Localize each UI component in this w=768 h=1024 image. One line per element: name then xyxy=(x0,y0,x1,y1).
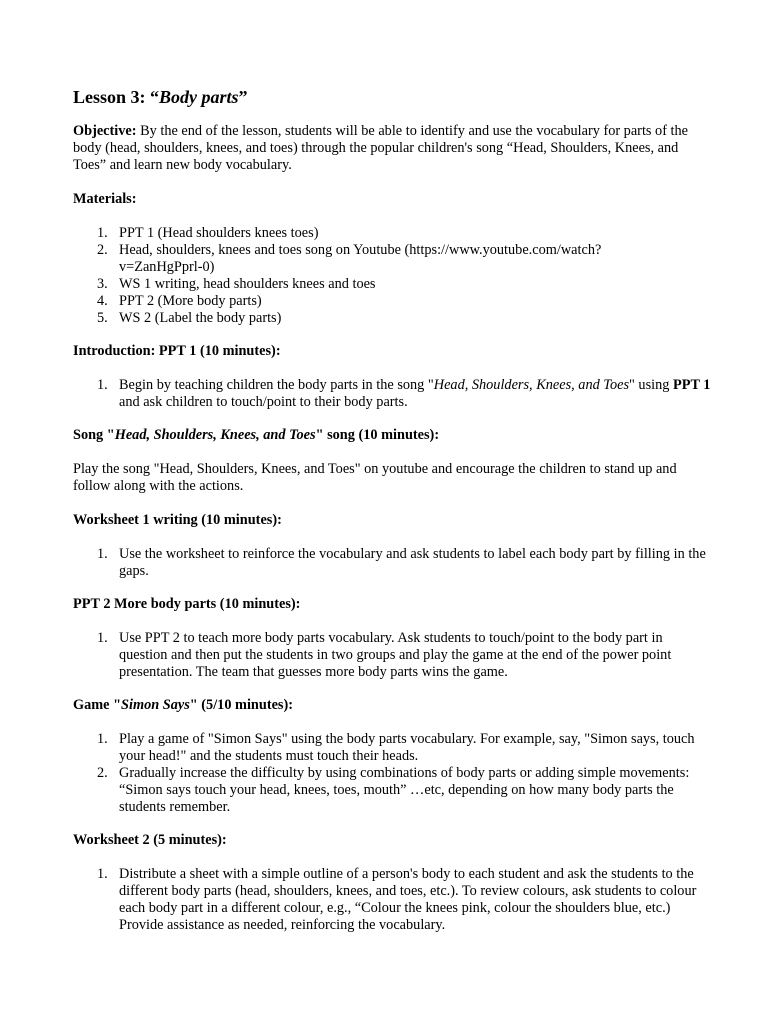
worksheet2-list xyxy=(73,866,713,934)
worksheet1-heading-text: Worksheet 1 writing (10 minutes): xyxy=(73,512,282,528)
song-heading-pre: Song " xyxy=(73,427,115,443)
ppt2-item-text: Use PPT 2 to teach more body parts vocabulary. Ask students to touch/point to the body part in question and then put the students in two groups and play the game at the end of the power point presentation. The team that guesses more body parts wins the game. xyxy=(119,630,672,680)
title-suffix: ” xyxy=(238,87,248,107)
introduction-section xyxy=(73,377,713,411)
materials-heading xyxy=(73,191,713,208)
list-number: 1. xyxy=(97,546,108,562)
song-heading-post: " song (10 minutes): xyxy=(315,427,440,443)
introduction-song-name: Head, Shoulders, Knees, and Toes xyxy=(433,377,630,393)
objective-section xyxy=(73,123,713,174)
game-heading xyxy=(73,697,713,714)
list-number: 3. xyxy=(97,276,108,292)
song-heading-emphasis: Head, Shoulders, Knees, and Toes xyxy=(114,427,316,443)
materials-item xyxy=(73,276,713,293)
title-prefix: Lesson 3: “ xyxy=(73,87,160,107)
introduction-item-pre: Begin by teaching children the body parts in the song " xyxy=(119,377,434,393)
worksheet1-item xyxy=(73,546,713,580)
list-number: 1. xyxy=(97,377,108,393)
introduction-heading xyxy=(73,343,713,360)
introduction-list xyxy=(73,377,713,411)
worksheet1-heading xyxy=(73,512,713,529)
materials-list xyxy=(73,225,713,327)
objective-label: Objective: xyxy=(73,123,137,139)
game-section xyxy=(73,731,713,816)
song-heading-text xyxy=(73,427,439,443)
song-paragraph: Play the song "Head, Shoulders, Knees, and Toes" on youtube and encourage the children to stand up and follow along with the actions. xyxy=(73,461,677,494)
worksheet2-item-text: Distribute a sheet with a simple outline of a person's body to each student and ask the students to the different body parts (head, shoulders, knees, and toes, etc.). To review colours, ask students to colour each body part in a different colour, e.g., “Colour the knees pink, colour the shoulders blue, etc.) Provide assistance as needed, reinforcing the vocabulary. xyxy=(119,866,697,933)
worksheet2-heading xyxy=(73,832,713,849)
materials-item xyxy=(73,310,713,327)
worksheet2-heading-text: Worksheet 2 (5 minutes): xyxy=(73,832,227,848)
materials-item xyxy=(73,293,713,310)
ppt2-heading xyxy=(73,596,713,613)
list-number: 5. xyxy=(97,310,108,326)
materials-item-text: PPT 1 (Head shoulders knees toes) xyxy=(119,225,319,241)
game-item xyxy=(73,731,713,765)
game-list xyxy=(73,731,713,816)
song-section xyxy=(73,461,713,495)
title-emphasis: Body parts xyxy=(159,87,239,107)
introduction-item xyxy=(73,377,713,411)
materials-section xyxy=(73,225,713,327)
game-item-text: Gradually increase the difficulty by using combinations of body parts or adding simple movements: “Simon says touch your head, knees, toes, mouth” …etc, depending on how many body parts the students remember. xyxy=(119,765,690,815)
list-number: 2. xyxy=(97,765,108,781)
materials-item-text: PPT 2 (More body parts) xyxy=(119,293,262,309)
worksheet1-section xyxy=(73,546,713,580)
worksheet2-section xyxy=(73,866,713,934)
list-number: 1. xyxy=(97,866,108,882)
materials-item-text: WS 1 writing, head shoulders knees and toes xyxy=(119,276,376,292)
game-heading-post: " (5/10 minutes): xyxy=(189,697,294,713)
introduction-heading-text: Introduction: PPT 1 (10 minutes): xyxy=(73,343,281,359)
list-number: 2. xyxy=(97,242,108,258)
worksheet2-item xyxy=(73,866,713,934)
introduction-ppt-label: PPT 1 xyxy=(672,377,711,393)
list-number: 1. xyxy=(97,630,108,646)
ppt2-heading-text: PPT 2 More body parts (10 minutes): xyxy=(73,596,301,612)
lesson-title xyxy=(73,86,248,108)
game-heading-pre: Game " xyxy=(73,697,122,713)
materials-item xyxy=(73,225,713,242)
materials-item xyxy=(73,242,655,276)
game-heading-text xyxy=(73,697,293,713)
introduction-item-mid: " using xyxy=(629,377,673,393)
list-number: 4. xyxy=(97,293,108,309)
song-heading xyxy=(73,427,713,444)
materials-item-text: Head, shoulders, knees and toes song on Youtube (https://www.youtube.com/watch?v=ZanHgPprl-0) xyxy=(119,242,602,275)
list-number: 1. xyxy=(97,731,108,747)
materials-heading-text: Materials: xyxy=(73,191,137,207)
introduction-item-post: and ask children to touch/point to their body parts. xyxy=(119,394,408,410)
game-item-text: Play a game of "Simon Says" using the body parts vocabulary. For example, say, "Simon says, touch your head!" and the students must touch their heads. xyxy=(119,731,695,764)
ppt2-item xyxy=(73,630,713,681)
objective-text: By the end of the lesson, students will be able to identify and use the vocabulary for parts of the body (head, shoulders, knees, and toes) through the popular children's song “Head, Shoulders, Knees, and Toes” and learn new body vocabulary. xyxy=(73,123,688,173)
ppt2-list xyxy=(73,630,713,681)
worksheet1-item-text: Use the worksheet to reinforce the vocabulary and ask students to label each body part by filling in the gaps. xyxy=(119,546,706,579)
ppt2-section xyxy=(73,630,713,681)
game-heading-emphasis: Simon Says xyxy=(121,697,190,713)
materials-item-text: WS 2 (Label the body parts) xyxy=(119,310,282,326)
game-item xyxy=(73,765,713,816)
objective-paragraph xyxy=(73,123,713,174)
list-number: 1. xyxy=(97,225,108,241)
worksheet1-list xyxy=(73,546,713,580)
